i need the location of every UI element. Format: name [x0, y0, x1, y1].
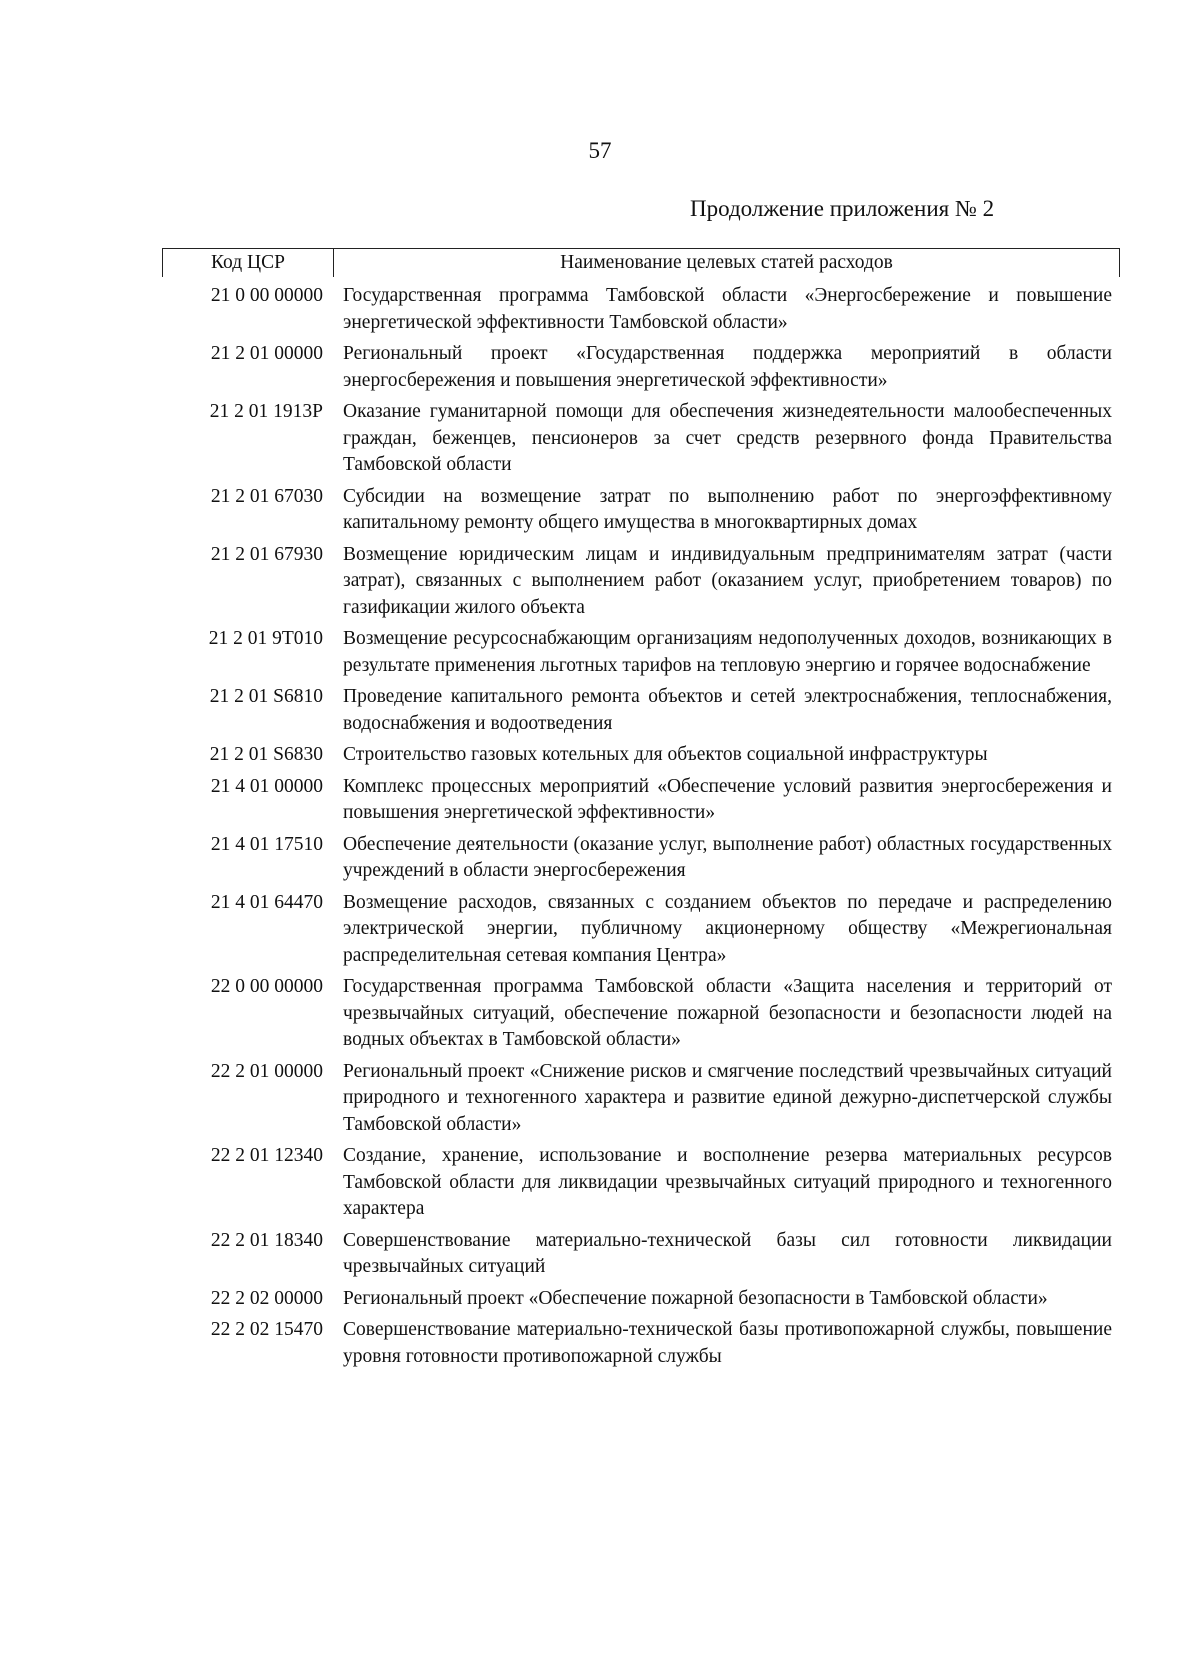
- header-name: Наименование целевых статей расходов: [333, 249, 1120, 277]
- row-code: 22 2 01 00000: [210, 1060, 323, 1082]
- table-row: [162, 484, 1120, 537]
- row-code: 21 2 01 00000: [210, 343, 323, 364]
- row-code: 22 2 01 12340: [210, 1145, 323, 1166]
- row-code: 21 2 01 67930: [210, 543, 323, 565]
- table-row: [162, 1228, 1120, 1281]
- row-code: 21 4 01 17510: [210, 833, 323, 855]
- table-row: [162, 283, 1120, 336]
- row-name: Комплекс процессных мероприятий «Обеспечение условий развития энергосбережения и повышения энергетической эффективности»: [343, 775, 1112, 823]
- row-code: 21 2 01 S6830: [209, 744, 323, 765]
- row-name: Региональный проект «Снижение рисков и смягчение последствий чрезвычайных ситуаций природного и техногенного характера и развитие единой дежурно-диспетчерской службы Тамбовской области»: [343, 1060, 1112, 1135]
- table-row: [162, 626, 1120, 679]
- table-row: [162, 341, 1120, 394]
- row-name: Возмещение расходов, связанных с созданием объектов по передаче и распределению электрической энергии, публичному акционерному обществу «Межрегиональная распределительная сетевая компания Центра»: [343, 891, 1112, 966]
- row-name: Обеспечение деятельности (оказание услуг, выполнение работ) областных государственных учреждений в области энергосбережения: [343, 833, 1112, 881]
- table-row: [162, 1059, 1120, 1139]
- table-row: [162, 890, 1120, 970]
- table-row: [162, 742, 1120, 769]
- row-name: Проведение капитального ремонта объектов и сетей электроснабжения, теплоснабжения, водоснабжения и водоотведения: [343, 686, 1112, 734]
- header-code: Код ЦСР: [162, 249, 333, 277]
- row-code: 21 0 00 00000: [210, 285, 323, 306]
- row-code: 21 4 01 00000: [210, 775, 323, 797]
- row-name: Создание, хранение, использование и восполнение резерва материальных ресурсов Тамбовской области для ликвидации чрезвычайных ситуаций природного и техногенного характера: [343, 1145, 1112, 1219]
- table-row: [162, 1143, 1120, 1223]
- row-code: 22 2 02 00000: [210, 1287, 323, 1309]
- row-code: 22 2 02 15470: [210, 1319, 323, 1340]
- table-row: [162, 1317, 1120, 1370]
- page-number: 57: [588, 138, 612, 163]
- row-code: 22 2 01 18340: [210, 1229, 323, 1251]
- row-code: 21 4 01 64470: [210, 891, 323, 913]
- row-name: Строительство газовых котельных для объектов социальной инфраструктуры: [343, 744, 988, 765]
- table-row: [162, 399, 1120, 479]
- row-name: Возмещение юридическим лицам и индивидуальным предпринимателям затрат (части затрат), связанных с выполнением работ (оказанием услуг, приобретением товаров) по газификации жилого объекта: [343, 543, 1112, 618]
- table-row: [162, 684, 1120, 737]
- row-code: 21 2 01 9Т010: [208, 628, 323, 649]
- table-row: [162, 774, 1120, 827]
- row-name: Совершенствование материально-технической базы противопожарной службы, повышение уровня готовности противопожарной службы: [343, 1319, 1112, 1367]
- row-code: 21 2 01 S6810: [209, 686, 323, 707]
- appendix-title: Продолжение приложения № 2: [690, 196, 995, 221]
- table-row: [162, 832, 1120, 885]
- row-name: Возмещение ресурсоснабжающим организациям недополученных доходов, возникающих в результате применения льготных тарифов на тепловую энергию и горячее водоснабжение: [343, 628, 1112, 676]
- row-name: Субсидии на возмещение затрат по выполнению работ по энергоэффективному капитальному ремонту общего имущества в многоквартирных домах: [343, 485, 1112, 533]
- row-name: Государственная программа Тамбовской области «Энергосбережение и повышение энергетической эффективности Тамбовской области»: [343, 285, 1112, 333]
- row-code: 22 0 00 00000: [210, 976, 323, 997]
- row-name: Государственная программа Тамбовской области «Защита населения и территорий от чрезвычайных ситуаций, обеспечение пожарной безопасности и безопасности людей на водных объектах в Тамбовской области»: [343, 976, 1112, 1050]
- table-row: [162, 1286, 1120, 1313]
- table-row: [162, 542, 1120, 622]
- row-code: 21 2 01 1913Р: [209, 401, 323, 422]
- row-name: Региональный проект «Государственная поддержка мероприятий в области энергосбережения и повышения энергетической эффективности»: [343, 343, 1112, 391]
- row-name: Региональный проект «Обеспечение пожарной безопасности в Тамбовской области»: [343, 1287, 1048, 1309]
- row-code: 21 2 01 67030: [210, 485, 323, 507]
- row-name: Совершенствование материально-технической базы сил готовности ликвидации чрезвычайных ситуаций: [343, 1229, 1112, 1277]
- table-header: [162, 248, 1120, 277]
- table-row: [162, 974, 1120, 1054]
- row-name: Оказание гуманитарной помощи для обеспечения жизнедеятельности малообеспеченных граждан, беженцев, пенсионеров за счет средств резервного фонда Правительства Тамбовской области: [343, 401, 1112, 475]
- table-body: [162, 283, 1120, 1375]
